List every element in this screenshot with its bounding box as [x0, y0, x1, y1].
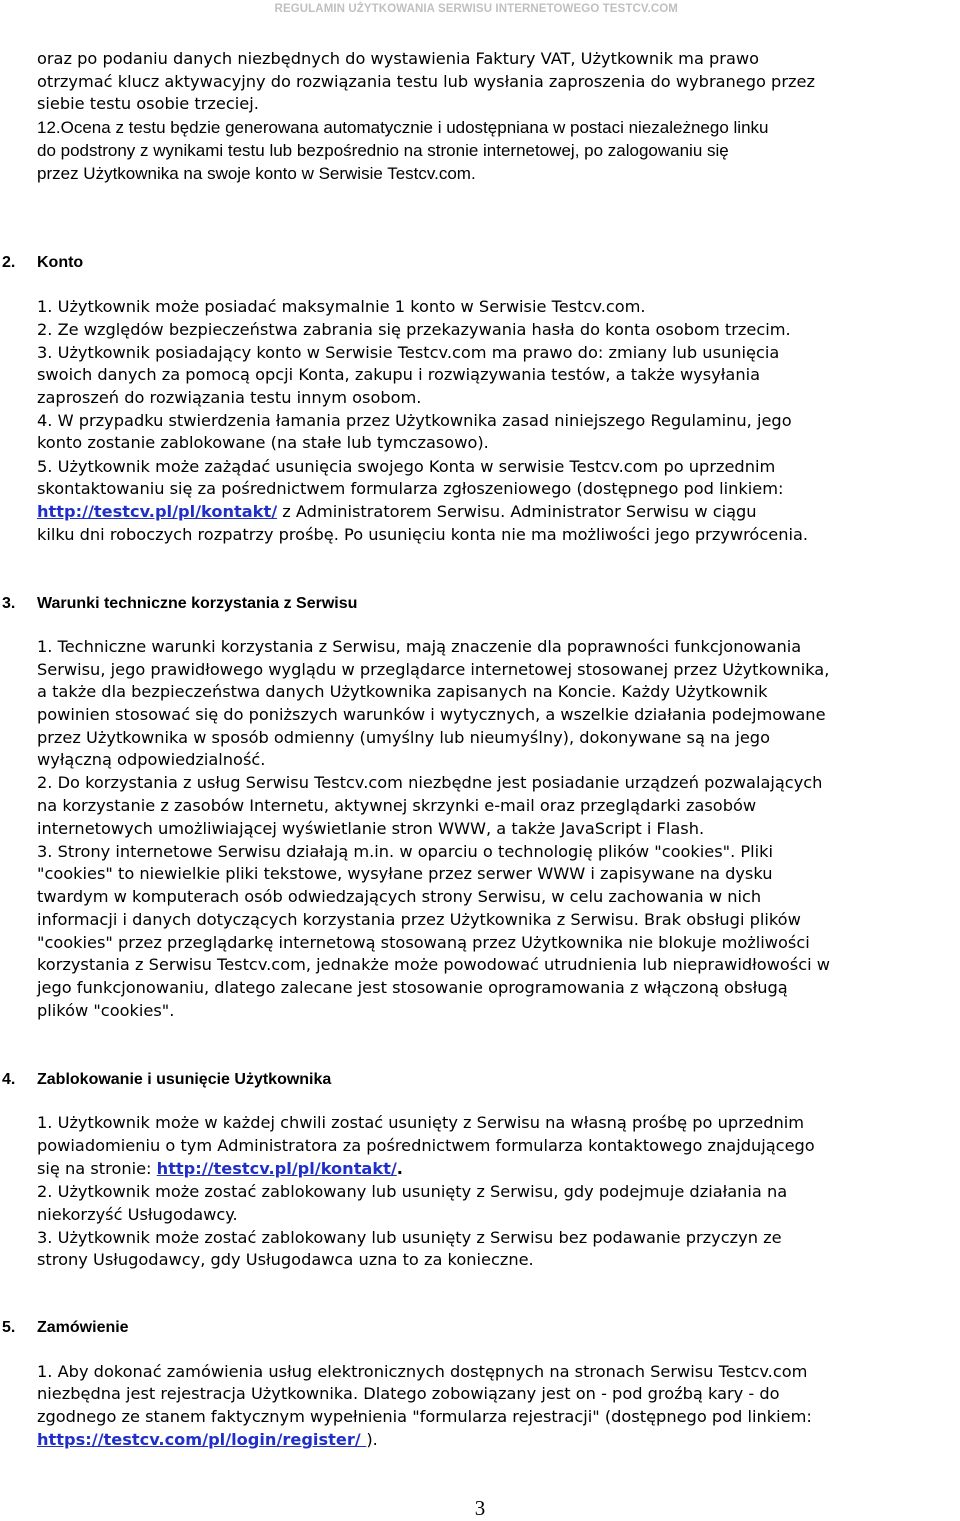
- contact-link[interactable]: http://testcv.pl/pl/kontakt/: [156, 1159, 397, 1178]
- paragraph-line: 2. Użytkownik może zostać zablokowany lub usunięty z Serwisu, gdy podejmuje działania na: [37, 1182, 788, 1201]
- paragraph-line: [37, 1429, 378, 1452]
- paragraph-line: strony Usługodawcy, gdy Usługodawca uzna to za konieczne.: [37, 1250, 534, 1269]
- paragraph-line: wyłączną odpowiedzialność.: [37, 750, 266, 769]
- paragraph-line: internetowych umożliwiającej wyświetlanie stron WWW, a także JavaScript i Flash.: [37, 819, 705, 838]
- paragraph-line: twardym w komputerach osób odwiedzających strony Serwisu, w celu zachowania w nich: [37, 887, 762, 906]
- paragraph-line: powinien stosować się do poniższych warunków i wytycznych, a wszelkie działania podejmowane: [37, 705, 826, 724]
- paragraph-line: powiadomieniu o tym Administratora za pośrednictwem formularza kontaktowego znajdującego: [37, 1136, 815, 1155]
- paragraph-line: [37, 501, 757, 524]
- paragraph-line: zaproszeń do rozwiązania testu innym osobom.: [37, 388, 422, 407]
- intro-line: otrzymać klucz aktywacyjny do rozwiązania testu lub wysłania zaproszenia do wybranego przez: [37, 72, 815, 91]
- paragraph-line: 3. Strony internetowe Serwisu działają m.in. w oparciu o technologię plików "cookies". Pliki: [37, 842, 774, 861]
- paragraph-line: 3. Użytkownik posiadający konto w Serwisie Testcv.com ma prawo do: zmiany lub usunięcia: [37, 343, 780, 362]
- register-link[interactable]: https://testcv.com/pl/login/register/: [37, 1430, 367, 1449]
- section-number: 3.: [2, 595, 16, 612]
- paragraph-line: Serwisu, jego prawidłowego wyglądu w przeglądarce internetowej stosowanej przez Użytkownika,: [37, 660, 830, 679]
- intro-line: do podstrony z wynikami testu lub bezpośrednio na stronie internetowej, po zalogowaniu się: [37, 141, 729, 160]
- section-title: Zamówienie: [37, 1319, 129, 1336]
- paragraph-line: skontaktowaniu się za pośrednictwem formularza zgłoszeniowego (dostępnego pod linkiem:: [37, 479, 784, 498]
- paragraph-line: 1. Użytkownik może posiadać maksymalnie 1 konto w Serwisie Testcv.com.: [37, 297, 646, 316]
- paragraph-line: 3. Użytkownik może zostać zablokowany lub usunięty z Serwisu bez podawanie przyczyn ze: [37, 1228, 782, 1247]
- paragraph-line: swoich danych za pomocą opcji Konta, zakupu i rozwiązywania testów, a także wysyłania: [37, 365, 760, 384]
- paragraph-line: 1. Techniczne warunki korzystania z Serwisu, mają znaczenie dla poprawności funkcjonowania: [37, 637, 802, 656]
- link-trailing-text: ).: [366, 1430, 378, 1449]
- paragraph-line: 5. Użytkownik może zażądać usunięcia swojego Konta w serwisie Testcv.com po uprzednim: [37, 457, 776, 476]
- link-trailing-text: z Administratorem Serwisu. Administrator Serwisu w ciągu: [277, 502, 757, 521]
- link-leading-text: się na stronie:: [37, 1159, 157, 1178]
- section-number: 4.: [2, 1071, 16, 1088]
- intro-line: siebie testu osobie trzeciej.: [37, 94, 259, 113]
- paragraph-line: kilku dni roboczych rozpatrzy prośbę. Po usunięciu konta nie ma możliwości jego przywrócenia.: [37, 525, 809, 544]
- paragraph-line: 1. Aby dokonać zamówienia usług elektronicznych dostępnych na stronach Serwisu Testcv.com: [37, 1362, 808, 1381]
- section-number: 2.: [2, 254, 16, 271]
- page-number: 3: [474, 1496, 486, 1520]
- section-title: Zablokowanie i usunięcie Użytkownika: [37, 1071, 332, 1088]
- paragraph-line: na korzystanie z zasobów Internetu, aktywnej skrzynki e-mail oraz przeglądarki zasobów: [37, 796, 757, 815]
- paragraph-line: niekorzyść Usługodawcy.: [37, 1205, 238, 1224]
- section-number: 5.: [2, 1319, 16, 1336]
- paragraph-line: konto zostanie zablokowane (na stałe lub tymczasowo).: [37, 433, 489, 452]
- paragraph-line: plików "cookies".: [37, 1001, 175, 1020]
- paragraph-line: a także dla bezpieczeństwa danych Użytkownika zapisanych na Koncie. Każdy Użytkownik: [37, 682, 768, 701]
- paragraph-line: 2. Do korzystania z usług Serwisu Testcv.com niezbędne jest posiadanie urządzeń pozwalających: [37, 773, 823, 792]
- link-trailing-text: .: [396, 1159, 403, 1178]
- paragraph-line: [37, 1158, 403, 1181]
- paragraph-line: 4. W przypadku stwierdzenia łamania przez Użytkownika zasad niniejszego Regulaminu, jego: [37, 411, 792, 430]
- section-title: Konto: [37, 254, 84, 271]
- intro-line: oraz po podaniu danych niezbędnych do wystawienia Faktury VAT, Użytkownik ma prawo: [37, 49, 760, 68]
- paragraph-line: 1. Użytkownik może w każdej chwili zostać usunięty z Serwisu na własną prośbę po uprzednim: [37, 1113, 805, 1132]
- paragraph-line: zgodnego ze stanem faktycznym wypełnienia "formularza rejestracji" (dostępnego pod linkiem:: [37, 1407, 812, 1426]
- paragraph-line: informacji i danych dotyczących korzystania przez Użytkownika z Serwisu. Brak obsługi plików: [37, 910, 801, 929]
- paragraph-line: "cookies" przez przeglądarkę internetową stosowaną przez Użytkownika nie blokuje możliwości: [37, 933, 810, 952]
- paragraph-line: jego funkcjonowaniu, dlatego zalecane jest stosowanie oprogramowania z włączoną obsługą: [37, 978, 788, 997]
- intro-line: 12.Ocena z testu będzie generowana automatycznie i udostępniana w postaci niezależnego linku: [37, 118, 769, 137]
- contact-link[interactable]: http://testcv.pl/pl/kontakt/: [37, 502, 278, 521]
- paragraph-line: niezbędna jest rejestracja Użytkownika. Dlatego zobowiązany jest on - pod groźbą kary - do: [37, 1384, 780, 1403]
- paragraph-line: przez Użytkownika w sposób odmienny (umyślny lub nieumyślny), dokonywane są na jego: [37, 728, 770, 747]
- paragraph-line: korzystania z Serwisu Testcv.com, jednakże może powodować utrudnienia lub nieprawidłowości w: [37, 955, 830, 974]
- paragraph-line: 2. Ze względów bezpieczeństwa zabrania się przekazywania hasła do konta osobom trzecim.: [37, 320, 791, 339]
- paragraph-line: "cookies" to niewielkie pliki tekstowe, wysyłane przez serwer WWW i zapisywane na dysku: [37, 864, 773, 883]
- running-header: REGULAMIN UŻYTKOWANIA SERWISU INTERNETOWEGO TESTCV.COM: [274, 3, 678, 15]
- intro-line: przez Użytkownika na swoje konto w Serwisie Testcv.com.: [37, 164, 476, 183]
- section-title: Warunki techniczne korzystania z Serwisu: [37, 595, 358, 612]
